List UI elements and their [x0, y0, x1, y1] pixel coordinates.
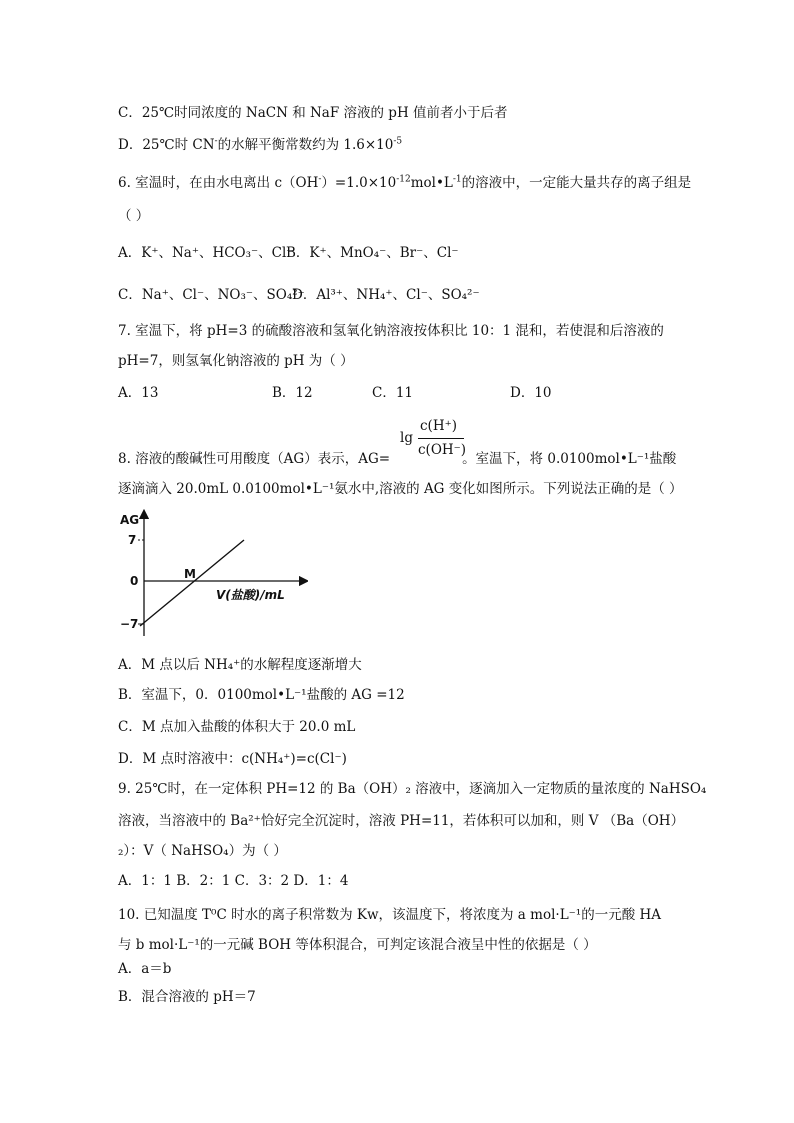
question-6-paren: （ ） [118, 208, 150, 224]
formula-lg: lg [400, 430, 413, 446]
q8-option-a: A．M 点以后 NH₄⁺的水解程度逐渐增大 [118, 657, 362, 673]
y-tick-label-7: 7 [128, 533, 137, 547]
x-axis-label: V(盐酸)/mL [216, 588, 285, 602]
question-10-line1: 10. 已知温度 T⁰C 时水的离子积常数为 Kw，该温度下，将浓度为 a mol·L⁻¹的一元酸 HA [118, 907, 662, 923]
y-axis-label: AG [120, 513, 140, 527]
q8-option-c: C．M 点加入盐酸的体积大于 20.0 mL [118, 719, 356, 735]
q6-option-c: C．Na⁺、Cl⁻、NO₃⁻、SO₄²⁻ [118, 287, 305, 303]
q7-option-b: B．12 [272, 385, 313, 401]
q10-option-b: B．混合溶液的 pH＝7 [118, 989, 256, 1005]
q6-option-d: D．Al³⁺、NH₄⁺、Cl⁻、SO₄²⁻ [292, 287, 480, 303]
question-10-line2: 与 b mol·L⁻¹的一元碱 BOH 等体积混合，可判定该混合液呈中性的依据是（ ） [118, 937, 597, 953]
q6-option-a: A．K⁺、Na⁺、HCO₃⁻、Cl⁻ [118, 245, 294, 261]
q7-option-c: C．11 [372, 385, 414, 401]
question-7-line1: 7. 室温下，将 pH=3 的硫酸溶液和氢氧化钠溶液按体积比 10：1 混和，若使混和后溶液的 [118, 323, 664, 339]
q8-option-b: B．室温下，0．0100mol•L⁻¹盐酸的 AG =12 [118, 687, 405, 703]
question-9-line3: ₂）：V（ NaHSO₄）为（ ） [118, 843, 287, 859]
q7-option-d: D．10 [510, 385, 552, 401]
y-tick-label-0: 0 [130, 574, 139, 588]
question-7-line2: pH=7，则氢氧化钠溶液的 pH 为（ ） [118, 353, 354, 369]
y-tick-label-neg7: −7 [120, 617, 139, 631]
question-8-line2: 逐滴滴入 20.0mL 0.0100mol•L⁻¹氨水中,溶液的 AG 变化如图所示。下列说法正确的是（ ） [118, 481, 683, 497]
ag-series-line [140, 540, 244, 626]
q10-option-a: A．a＝b [118, 961, 172, 977]
question-8-line1: 8. 溶液的酸碱性可用酸度（AG）表示，AG= 。室温下，将 0.0100mol•L⁻¹盐酸 [118, 451, 677, 467]
ag-chart [118, 508, 308, 638]
q7-option-a: A．13 [118, 385, 159, 401]
question-9-line2: 溶液，当溶液中的 Ba²⁺恰好完全沉淀时，溶液 PH=11，若体积可以加和，则 V （Ba（OH） [118, 813, 685, 829]
option-d-prev: D．25℃时 CN-的水解平衡常数约为 $1.6\times 10^{-5}$ [118, 136, 403, 153]
point-m-label: M [184, 567, 196, 581]
formula-numerator: c(H⁺) [420, 418, 457, 434]
question-9-line1: 9. 25℃时，在一定体积 PH=12 的 Ba（OH）₂ 溶液中，逐滴加入一定物质的量浓度的 NaHSO₄ [118, 781, 707, 797]
q9-options: A．1：1 B．2：1 C．3：2 D．1：4 [118, 873, 349, 889]
q8-option-d: D．M 点时溶液中：c(NH₄⁺)=c(Cl⁻) [118, 751, 347, 767]
question-6-stem: 6. 室温时，在由水电离出 $c(OH^-)=1.0\times 10^{-12}mol•L^{-1}$的溶液中，一定能大量共存的离子组是 [118, 174, 692, 191]
option-c-prev: C．25℃时同浓度的 NaCN 和 NaF 溶液的 pH 值前者小于后者 [118, 105, 508, 121]
formula-denominator: c(OH⁻) [418, 442, 467, 458]
q6-option-b: B．K⁺、MnO₄⁻、Br⁻、Cl⁻ [286, 245, 459, 261]
fraction-bar [418, 438, 464, 439]
